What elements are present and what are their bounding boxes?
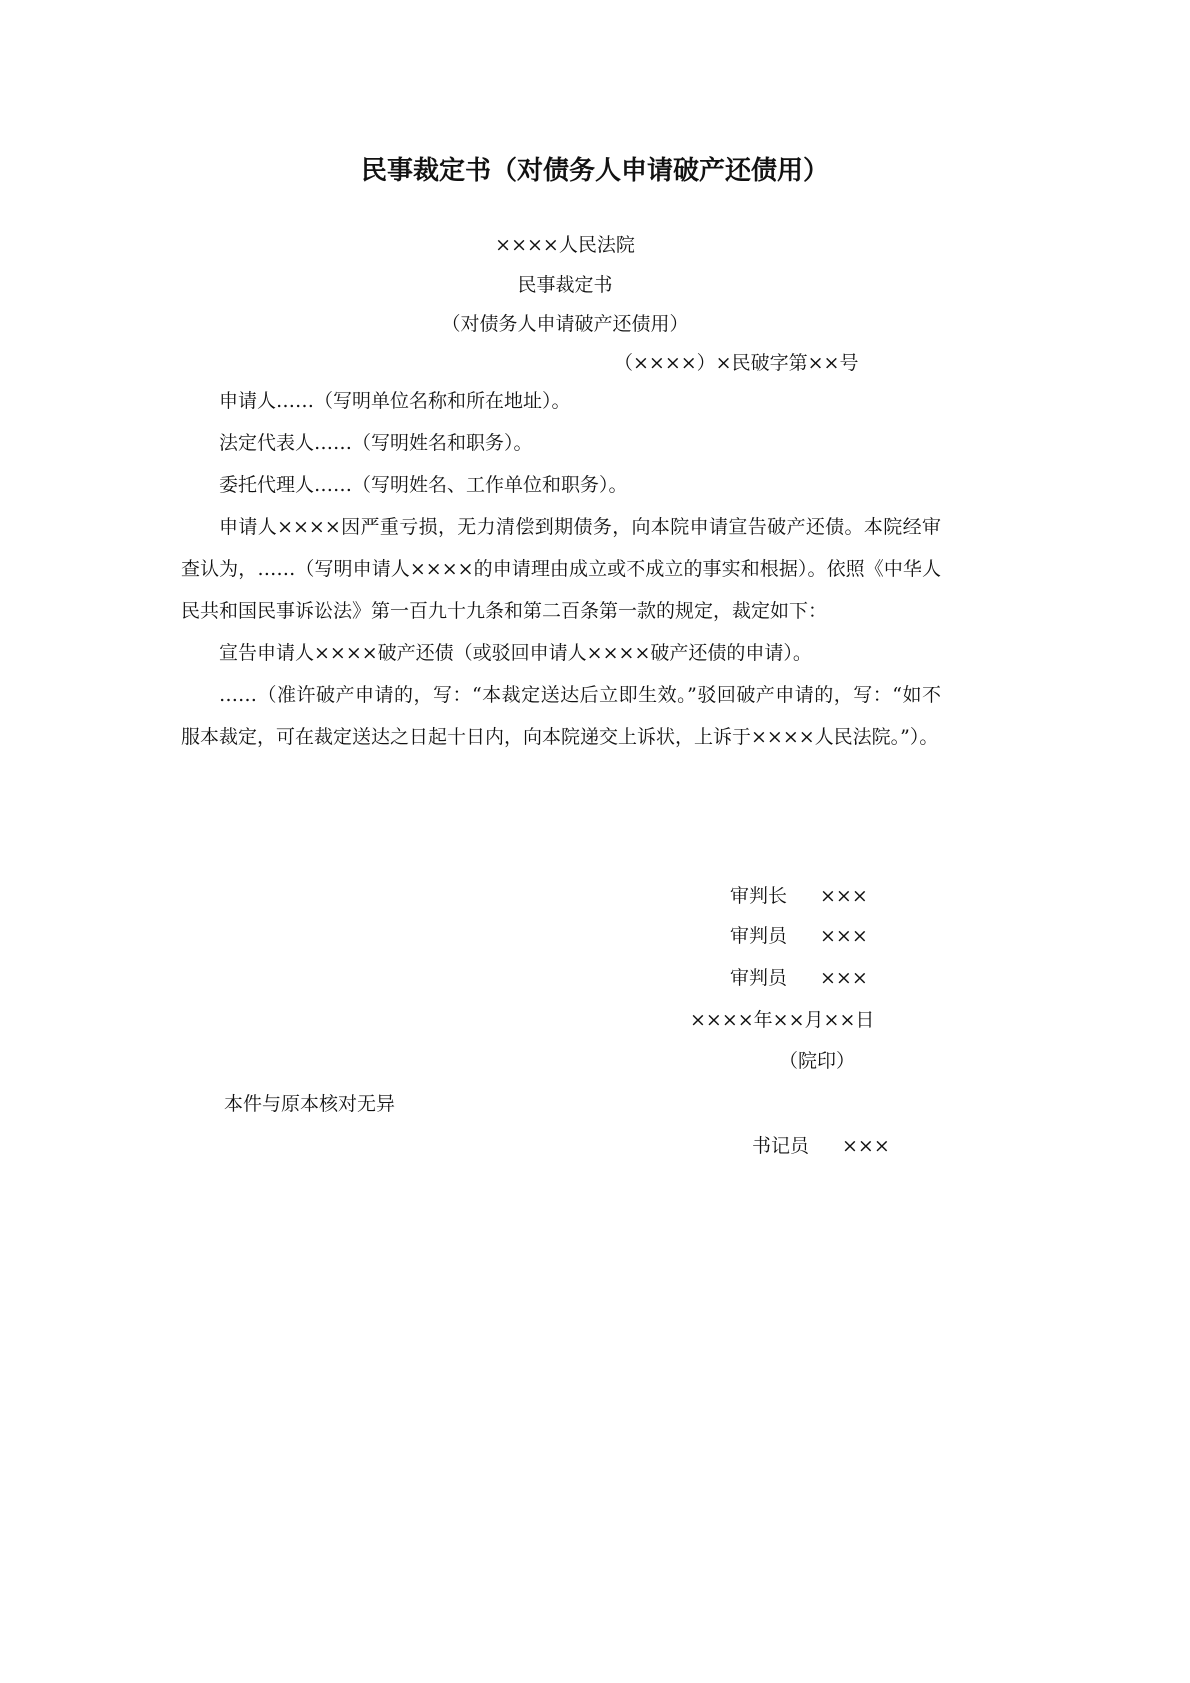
agent-line: 委托代理人……（写明姓名、工作单位和职务）。 [219,474,628,496]
judge1-signature [730,922,868,950]
ruling-paragraph: 宣告申请人××××破产还债（或驳回申请人××××破产还债的申请）。 [219,642,812,664]
judge2-label: 审判员 [730,967,788,989]
legal-representative-line: 法定代表人……（写明姓名和职务）。 [219,432,533,454]
document-title: 民事裁定书（对债务人申请破产还债用） [360,156,829,186]
judge2-name: ××× [820,967,868,989]
judge2-signature [730,964,868,992]
reasoning-paragraph: 申请人××××因严重亏损，无力清偿到期债务，向本院申请宣告破产还债。本院经审查认为，……（写明申请人××××的申请理由成立或不成立的事实和根据）。依照《中华人民共和国民事诉讼法》第一百九十九条和第二百条第一款的规定，裁定如下： [181,516,941,622]
court-seal: （院印） [779,1050,856,1072]
certification-note: 本件与原本核对无异 [224,1093,396,1115]
case-number: （××××）×民破字第××号 [614,352,859,374]
chief-judge-label: 审判长 [730,885,788,907]
document-type: 民事裁定书 [517,274,613,296]
document-subtitle: （对债务人申请破产还债用） [441,313,689,335]
document-body [181,380,941,758]
clerk-name: ××× [842,1135,890,1157]
effect-paragraph: ……（准许破产申请的，写：“本裁定送达后立即生效。”驳回破产申请的，写：“如不服本裁定，可在裁定送达之日起十日内，向本院递交上诉状，上诉于××××人民法院。”）。 [181,684,941,748]
chief-judge-signature [730,882,868,910]
applicant-line: 申请人……（写明单位名称和所在地址）。 [219,390,571,412]
judge1-label: 审判员 [730,925,788,947]
ruling-date: ××××年××月××日 [690,1009,875,1031]
clerk-signature [752,1132,890,1160]
chief-judge-name: ××× [820,885,868,907]
court-name: ××××人民法院 [495,234,635,256]
clerk-label: 书记员 [752,1135,810,1157]
judge1-name: ××× [820,925,868,947]
